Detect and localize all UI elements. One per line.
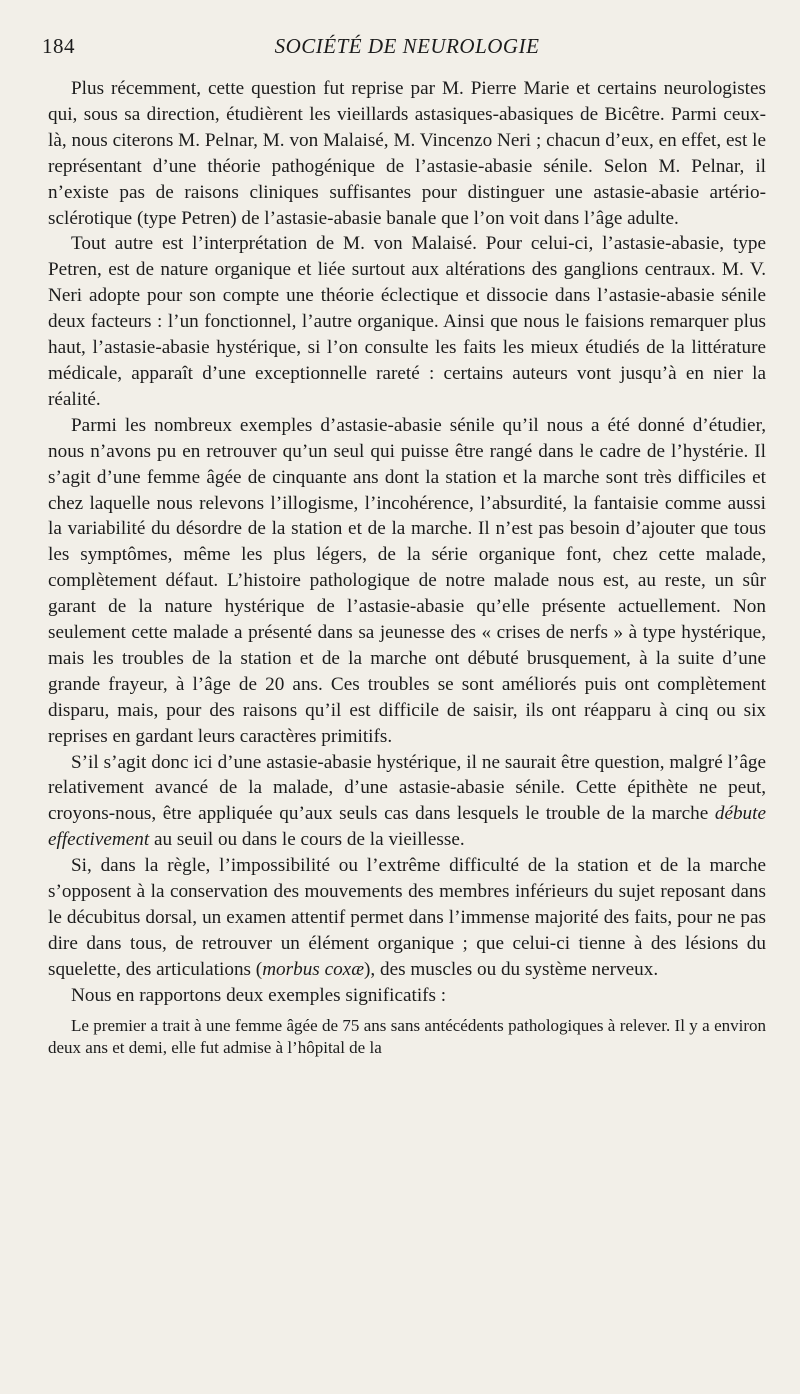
paragraph: Parmi les nombreux exemples d’astasie-abasie sénile qu’il nous a été donné d’étudier, nous n’avons pu en retrouver qu’un seul qui puisse être rangé dans le cadre de l’hystérie. Il s’agit d’une femme âgée de cinquante ans dont la station et la marche sont très difficiles et chez laquelle nous relevons l’illogisme, l’incohérence, l’absurdité, la fantaisie comme aussi la variabilité du désordre de la station et de la marche. Il n’est pas besoin d’ajouter que tous les symptômes, même les plus légers, de la série organique font, chez cette malade, complètement défaut. L’histoire pathologique de notre malade nous est, au reste, un sûr garant de la nature hystérique de l’astasie-abasie qu’elle présente actuellement. Non seulement cette malade a présenté dans sa jeunesse des « crises de nerfs » à type hystérique, mais les troubles de la station et de la marche ont débuté brusquement, à la suite d’une grande frayeur, à l’âge de 20 ans. Ces troubles se sont améliorés puis ont complètement disparu, mais, pour des raisons qu’il est difficile de saisir, ils ont réapparu à cinq ou six reprises en gardant leurs caractères primitifs. bbox=[48, 414, 766, 747]
paragraph-text: au seuil ou dans le cours de la vieillesse. bbox=[149, 829, 465, 851]
document-page bbox=[42, 30, 766, 1059]
paragraph-text: Si, dans la règle, l’impossibilité ou l’extrême difficulté de la station et de la marche s’opposent à la conservation des mouvements des membres inférieurs du sujet reposant dans le décubitus dorsal, un examen attentif permet dans l’immense majorité des faits, pour ne pas dire dans tous, de retrouver un élément organique ; que celui-ci tienne à des lésions du squelette, des articulations ( bbox=[48, 855, 766, 980]
page-header bbox=[42, 30, 766, 64]
paragraph: Plus récemment, cette question fut reprise par M. Pierre Marie et certains neurologistes qui, sous sa direction, étudièrent les vieillards astasiques-abasiques de Bicêtre. Parmi ceux-là, nous citerons M. Pelnar, M. von Malaisé, M. Vincenzo Neri ; chacun d’eux, en effet, est le représentant d’une théorie pathogénique de l’astasie-abasie sénile. Selon M. Pelnar, il n’existe pas de raisons cliniques suffisantes pour distinguer une astasie-abasie artério-sclérotique (type Petren) de l’astasie-abasie banale que l’on voit dans l’âge adulte. bbox=[48, 78, 766, 229]
paragraph: Nous en rapportons deux exemples significatifs : bbox=[71, 984, 447, 1006]
paragraph bbox=[48, 750, 766, 854]
paragraph bbox=[48, 853, 766, 983]
paragraph-text: ), des muscles ou du système nerveux. bbox=[364, 958, 659, 980]
emphasis-text: débute effectivement bbox=[48, 803, 766, 851]
small-paragraph: Le premier a trait à une femme âgée de 75 ans sans antécédents pathologiques à relever. Il y a environ deux ans et demi, elle fut admise à l’hôpital de la bbox=[48, 1015, 766, 1057]
page-number: 184 bbox=[42, 34, 75, 58]
emphasis-text: morbus coxæ bbox=[262, 958, 364, 980]
running-title: SOCIÉTÉ DE NEUROLOGIE bbox=[274, 34, 540, 58]
body-text bbox=[48, 76, 766, 1009]
case-report-text bbox=[48, 1015, 766, 1059]
paragraph-text: S’il s’agit donc ici d’une astasie-abasie hystérique, il ne saurait être question, malgré l’âge relativement avancé de la malade, d’une astasie-abasie sénile. Cette épithète ne peut, croyons-nous, être appliquée qu’aux seuls cas dans lesquels le trouble de la marche bbox=[48, 751, 766, 825]
paragraph: Tout autre est l’interprétation de M. von Malaisé. Pour celui-ci, l’astasie-abasie, type Petren, est de nature organique et liée surtout aux altérations des ganglions centraux. M. V. Neri adopte pour son compte une théorie éclectique et dissocie dans l’astasie-abasie sénile deux facteurs : l’un fonctionnel, l’autre organique. Ainsi que nous le faisions remarquer plus haut, l’astasie-abasie hystérique, si l’on consulte les faits les mieux étudiés de la littérature médicale, apparaît d’une exceptionnelle rareté : certains auteurs vont jusqu’à en nier la réalité. bbox=[48, 233, 766, 410]
